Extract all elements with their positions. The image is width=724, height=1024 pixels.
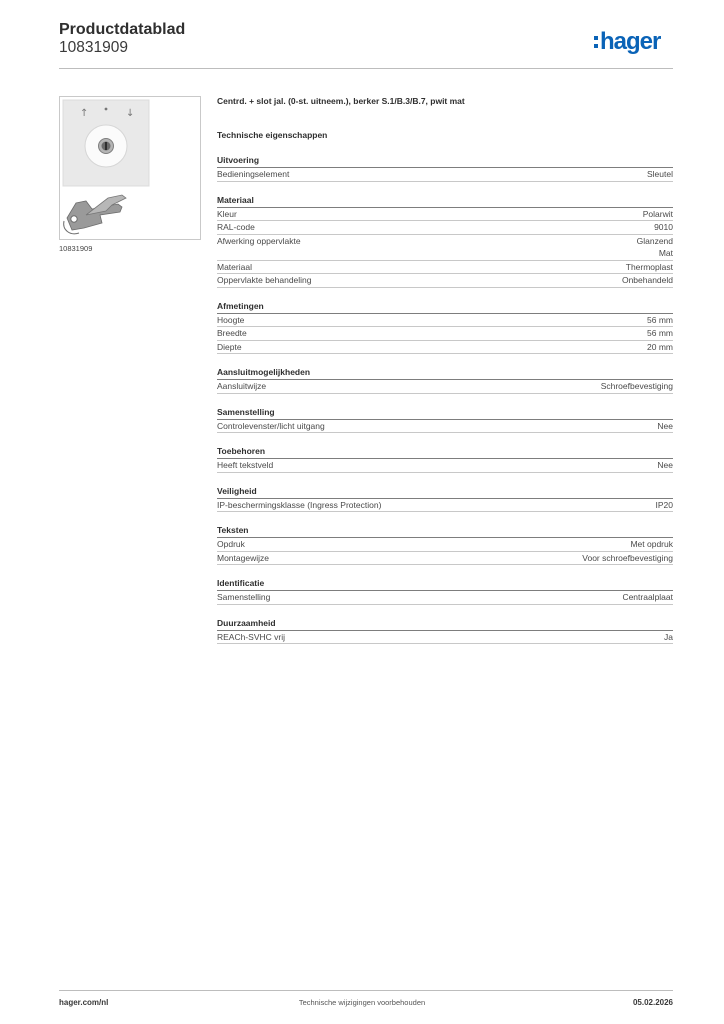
group-toebehoren — [217, 446, 673, 473]
spec-value: 56 mm — [647, 314, 673, 325]
spec-label: Samenstelling — [217, 592, 271, 602]
spec-row — [217, 327, 673, 341]
group-title: Identificatie — [217, 578, 673, 591]
logo-dots-icon — [594, 36, 599, 52]
spec-row — [217, 235, 673, 261]
spec-value: Voor schroefbevestiging — [582, 552, 673, 563]
product-number: 10831909 — [59, 39, 128, 56]
spec-label: Bedieningselement — [217, 169, 290, 179]
spec-row — [217, 459, 673, 473]
group-aansluitmogelijkheden — [217, 367, 673, 394]
spec-label: Montagewijze — [217, 552, 269, 563]
group-title: Toebehoren — [217, 446, 673, 459]
group-title: Samenstelling — [217, 407, 673, 420]
footer-date: 05.02.2026 — [632, 998, 673, 1007]
arrow-down-icon: ↓ — [126, 108, 135, 119]
spec-row — [217, 591, 673, 605]
footer-notice: Technische wijzigingen voorbehouden — [298, 998, 426, 1007]
spec-row — [217, 420, 673, 434]
keys-icon — [64, 195, 126, 234]
group-title: Afmetingen — [217, 301, 673, 314]
group-samenstelling — [217, 407, 673, 434]
group-title: Teksten — [217, 525, 673, 538]
spec-value: Glanzend — [636, 235, 673, 246]
group-uitvoering — [217, 155, 673, 182]
group-title: Materiaal — [217, 195, 673, 208]
spec-value: Met opdruk — [630, 539, 673, 549]
spec-content — [217, 92, 673, 644]
spec-label: IP-beschermingsklasse (Ingress Protection) — [217, 499, 382, 510]
spec-label: Opdruk — [217, 539, 245, 549]
specs-title: Technische eigenschappen — [217, 130, 328, 140]
spec-value: Nee — [657, 420, 673, 431]
group-title: Duurzaamheid — [217, 618, 673, 631]
spec-label: Materiaal — [217, 261, 252, 272]
spec-row — [217, 380, 673, 394]
spec-value: Centraalplaat — [622, 592, 673, 602]
header-divider — [59, 68, 673, 69]
group-identificatie — [217, 578, 673, 605]
spec-label: Hoogte — [217, 314, 245, 325]
spec-label: Heeft tekstveld — [217, 460, 274, 470]
footer-divider — [59, 990, 673, 991]
spec-row — [217, 314, 673, 328]
spec-value: 56 mm — [647, 328, 673, 338]
group-title: Aansluitmogelijkheden — [217, 367, 673, 380]
group-title: Uitvoering — [217, 155, 673, 168]
group-veiligheid — [217, 486, 673, 513]
spec-row — [217, 499, 673, 513]
spec-value: Ja — [664, 631, 673, 642]
spec-value: Nee — [657, 460, 673, 470]
spec-row — [217, 552, 673, 566]
group-title: Veiligheid — [217, 486, 673, 499]
group-materiaal — [217, 195, 673, 288]
spec-value: Polarwit — [642, 208, 673, 219]
product-description: Centrd. + slot jal. (0-st. uitneem.), berker S.1/B.3/B.7, pwit mat — [217, 96, 465, 106]
logo-text: hager — [600, 28, 661, 55]
spec-value: IP20 — [655, 499, 673, 510]
spec-row — [217, 208, 673, 222]
spec-label: Afwerking oppervlakte — [217, 235, 301, 246]
image-caption: 10831909 — [59, 244, 93, 253]
spec-row — [217, 168, 673, 182]
spec-value-multi — [637, 235, 673, 260]
page-title: Productdatablad — [59, 21, 186, 38]
spec-label: Aansluitwijze — [217, 381, 267, 391]
group-teksten — [217, 525, 673, 565]
spec-row — [217, 341, 673, 355]
spec-row — [217, 538, 673, 552]
group-duurzaamheid — [217, 618, 673, 645]
spec-label: Controlevenster/licht uitgang — [217, 420, 325, 431]
spec-row — [217, 261, 673, 275]
group-afmetingen — [217, 301, 673, 355]
spec-value: Mat — [658, 248, 673, 258]
arrow-up-icon: ↑ — [80, 108, 89, 119]
spec-value: 20 mm — [647, 341, 673, 352]
key-switch-illustration-icon — [60, 97, 200, 239]
spec-value: Sleutel — [647, 169, 673, 179]
spec-label: Kleur — [217, 208, 237, 219]
footer-website: hager.com/nl — [59, 998, 109, 1007]
spec-value: Schroefbevestiging — [600, 381, 673, 391]
spec-label: Diepte — [217, 341, 242, 352]
spec-row — [217, 221, 673, 235]
spec-label: RAL-code — [217, 222, 255, 232]
spec-label: REACh-SVHC vrij — [217, 631, 286, 642]
hager-logo — [594, 28, 674, 56]
spec-label: Oppervlakte behandeling — [217, 275, 312, 285]
spec-row — [217, 631, 673, 645]
spec-label: Breedte — [217, 328, 247, 338]
product-image — [59, 96, 201, 240]
spec-row — [217, 274, 673, 288]
spec-value: Onbehandeld — [621, 275, 673, 285]
spec-value: Thermoplast — [625, 261, 673, 272]
spec-value: 9010 — [654, 222, 673, 232]
